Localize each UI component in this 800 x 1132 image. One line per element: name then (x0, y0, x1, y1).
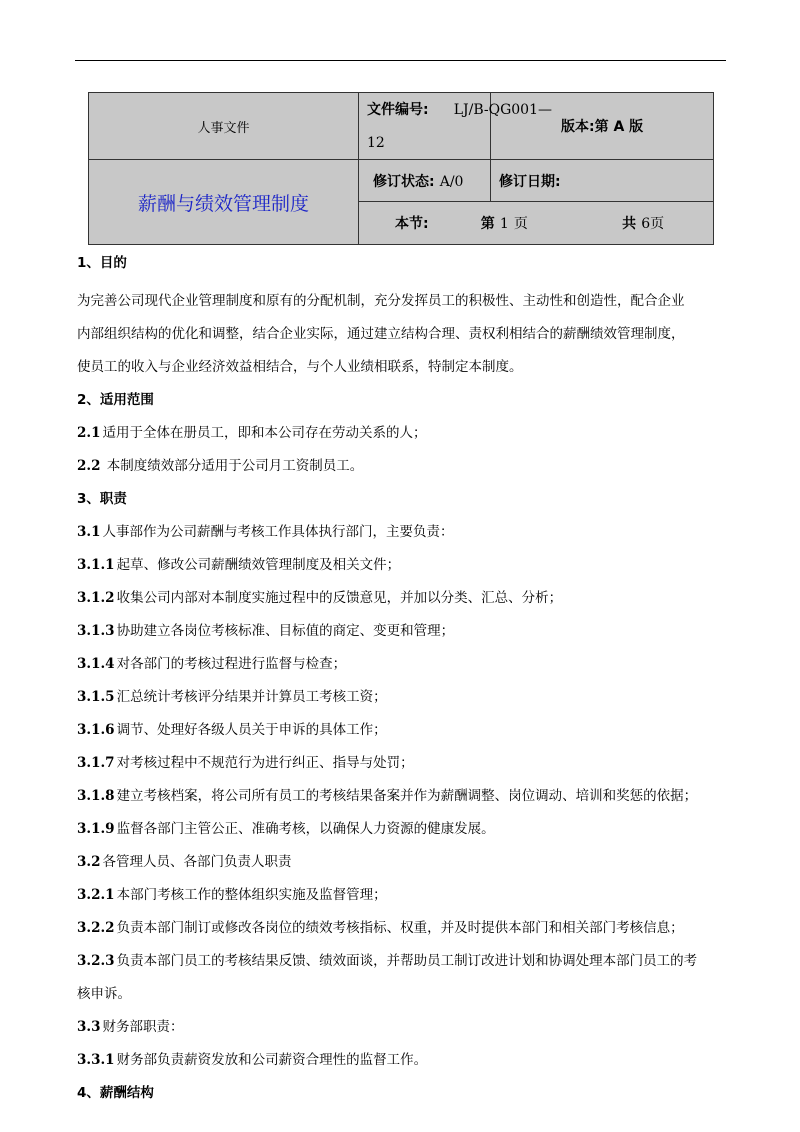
item-3-2-3-cont: 核申诉。 (77, 986, 131, 1002)
section-3-heading: 3、职责 (77, 491, 127, 507)
item-3-1 (77, 517, 727, 547)
item-3-3-1-text: 财务部负责薪资发放和公司薪资合理性的监督工作。 (116, 1052, 428, 1068)
item-3-1-8-number: 3.1.8 (77, 788, 115, 804)
rev-date-cell (491, 160, 714, 202)
item-3-3 (77, 1012, 727, 1042)
item-3-2-3-text: 负责本部门员工的考核结果反馈、绩效面谈，并帮助员工制订改进计划和协调处理本部门员工的考 (116, 953, 698, 969)
item-3-1-2-text: 收集公司内部对本制度实施过程中的反馈意见，并加以分类、汇总、分析； (116, 590, 563, 606)
item-2-2-number: 2.2 (77, 458, 101, 474)
item-3-1-9-text: 监督各部门主管公正、准确考核，以确保人力资源的健康发展。 (116, 821, 495, 837)
rev-status-label: 修订状态: (373, 173, 435, 190)
item-3-2-1-text: 本部门考核工作的整体组织实施及监督管理； (116, 887, 387, 903)
version-value: :第 A 版 (589, 119, 644, 135)
total-label: 共 (622, 216, 637, 232)
item-3-1-3-number: 3.1.3 (77, 623, 115, 639)
section-1-line-2: 内部组织结构的优化和调整，结合企业实际，通过建立结构合理、责权利相结合的薪酬绩效管理制度， (77, 326, 685, 342)
item-3-3-number: 3.3 (77, 1019, 101, 1035)
item-3-1-8 (77, 781, 727, 811)
page-label: 第 (480, 216, 495, 232)
item-3-2-3-number: 3.2.3 (77, 953, 115, 969)
item-2-2-text: 本制度绩效部分适用于公司月工资制员工。 (102, 458, 364, 474)
item-3-2-3 (77, 946, 727, 976)
item-3-2-2-number: 3.2.2 (77, 920, 115, 936)
dept-cell (89, 93, 359, 160)
item-3-1-5-number: 3.1.5 (77, 689, 115, 705)
doc-no-label: 文件编号: (367, 102, 429, 118)
item-3-2-1-number: 3.2.1 (77, 887, 115, 903)
item-3-1-6-text: 调节、处理好各级人员关于申诉的具体工作； (116, 722, 387, 738)
item-3-2-text: 各管理人员、各部门负责人职责 (102, 854, 292, 870)
item-3-1-5-text: 汇总统计考核评分结果并计算员工考核工资； (116, 689, 387, 705)
item-3-1-2-number: 3.1.2 (77, 590, 115, 606)
page-cell (359, 202, 714, 245)
item-3-1-number: 3.1 (77, 524, 101, 540)
item-3-1-9-number: 3.1.9 (77, 821, 115, 837)
rev-status-cell (359, 160, 491, 202)
item-2-1-number: 2.1 (77, 425, 101, 441)
version-label: 版本 (561, 119, 589, 135)
title-cell (89, 160, 359, 245)
header-rule (75, 60, 726, 61)
item-3-1-4-number: 3.1.4 (77, 656, 115, 672)
item-3-1-1 (77, 550, 727, 580)
item-2-1 (77, 418, 727, 448)
item-3-2-number: 3.2 (77, 854, 101, 870)
total-unit: 页 (650, 216, 665, 232)
document-header-table (88, 92, 714, 245)
doc-no-cell (359, 93, 552, 160)
dept-label: 人事文件 (197, 120, 250, 136)
item-3-1-7-number: 3.1.7 (77, 755, 115, 771)
page-unit: 页 (513, 216, 528, 232)
total-pages: 6 (641, 216, 651, 232)
item-3-1-5 (77, 682, 727, 712)
item-3-2 (77, 847, 727, 877)
section-1-line-3: 使员工的收入与企业经济效益相结合，与个人业绩相联系，特制定本制度。 (77, 359, 523, 375)
section-label: 本节: (395, 216, 429, 232)
item-3-1-2 (77, 583, 727, 613)
rev-status-value: A/0 (439, 173, 464, 190)
section-4-heading: 4、薪酬结构 (77, 1085, 154, 1101)
item-3-1-1-number: 3.1.1 (77, 557, 115, 573)
item-3-1-6 (77, 715, 727, 745)
item-3-1-9 (77, 814, 727, 844)
doc-no-cont: 12 (367, 135, 385, 151)
item-3-1-3-text: 协助建立各岗位考核标准、目标值的商定、变更和管理； (116, 623, 455, 639)
item-3-3-text: 财务部职责： (102, 1019, 184, 1035)
item-3-2-1 (77, 880, 727, 910)
item-3-1-7 (77, 748, 727, 778)
document-title: 薪酬与绩效管理制度 (137, 192, 309, 215)
item-3-1-3 (77, 616, 727, 646)
item-3-1-1-text: 起草、修改公司薪酬绩效管理制度及相关文件； (116, 557, 401, 573)
page-number: 1 (499, 216, 509, 232)
item-3-3-1-number: 3.3.1 (77, 1052, 115, 1068)
document-body (77, 248, 727, 1108)
section-1-line-1: 为完善公司现代企业管理制度和原有的分配机制，充分发挥员工的积极性、主动性和创造性，配合企业 (77, 293, 685, 309)
rev-date-label: 修订日期: (499, 173, 561, 190)
item-3-2-2 (77, 913, 727, 943)
item-3-2-2-text: 负责本部门制订或修改各岗位的绩效考核指标、权重，并及时提供本部门和相关部门考核信息； (116, 920, 684, 936)
item-3-1-6-number: 3.1.6 (77, 722, 115, 738)
item-3-3-1 (77, 1045, 727, 1075)
section-1-heading: 1、目的 (77, 255, 127, 271)
item-3-1-7-text: 对考核过程中不规范行为进行纠正、指导与处罚； (116, 755, 414, 771)
section-2-heading: 2、适用范围 (77, 392, 154, 408)
item-3-1-4 (77, 649, 727, 679)
doc-no-value: LJ/B-QG001— (453, 102, 552, 118)
item-3-1-text: 人事部作为公司薪酬与考核工作具体执行部门，主要负责： (102, 524, 454, 540)
item-2-2 (77, 451, 727, 481)
item-3-1-8-text: 建立考核档案，将公司所有员工的考核结果备案并作为薪酬调整、岗位调动、培训和奖惩的依据； (116, 788, 698, 804)
item-3-1-4-text: 对各部门的考核过程进行监督与检查； (116, 656, 347, 672)
version-cell (491, 93, 714, 160)
item-2-1-text: 适用于全体在册员工，即和本公司存在劳动关系的人； (102, 425, 427, 441)
